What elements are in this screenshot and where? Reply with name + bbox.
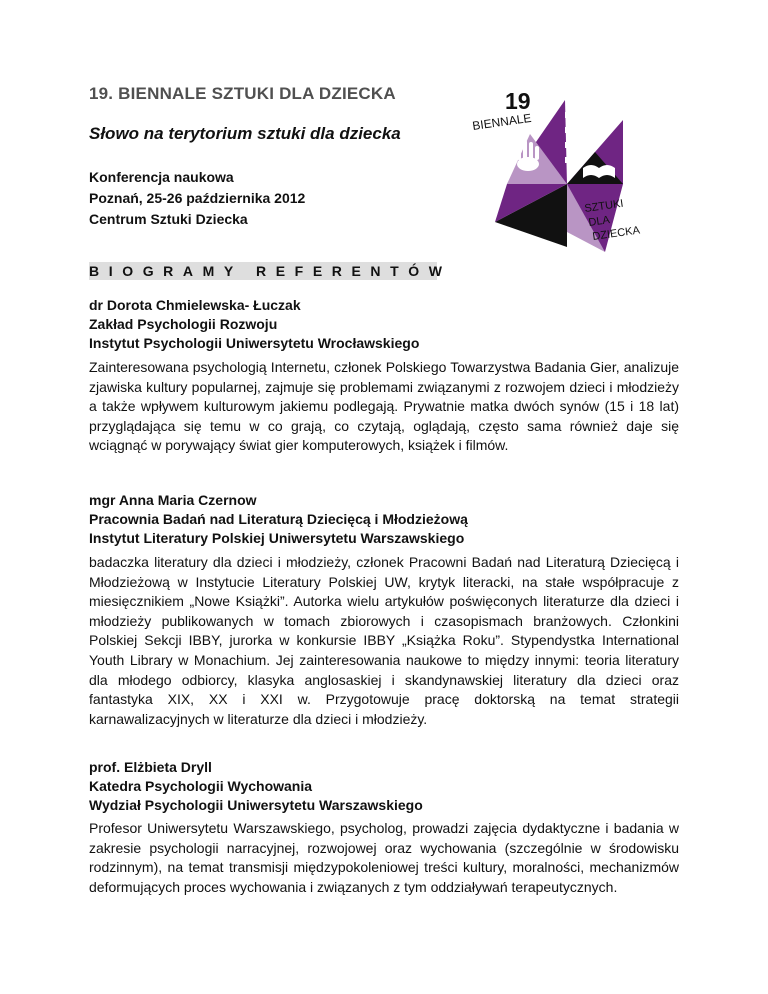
speaker-bio: Zainteresowana psychologią Internetu, członek Polskiego Towarzystwa Badania Gier, analizuje zjawiska kultury popularnej, zajmuje się problemami związanymi z rozwojem dzieci i młodzieży a także wpływem kulturowym jakiemu podlegają. Prywatnie matka dwóch synów (15 i 18 lat) przyglądająca się temu w co grają, co czytają, oglądają, często sama również daje się wciągnąć w porywający świat gier komputerowych, książek i filmów.: [89, 359, 679, 454]
logo-stripe: [565, 142, 571, 148]
conference-place-date: Poznań, 25-26 października 2012: [89, 190, 306, 206]
logo-stripe: [565, 112, 571, 118]
speaker-bio: Profesor Uniwersytetu Warszawskiego, psycholog, prowadzi zajęcia dydaktyczne i badania w zakresie psychologii narracyjnej, rozwojowej oraz wychowania (szczególnie w środowisku rodzinnym), na temat transmisji międzypokoleniowej treści kultury, moralności, mechanizmów deformujących proces wychowania i związanych z tym oddziaływań terapeutycznych.: [89, 820, 679, 895]
biennale-logo: [455, 72, 665, 257]
event-title: 19. BIENNALE SZTUKI DLA DZIECKA: [89, 84, 396, 103]
speaker-header: [89, 491, 468, 548]
conference-info: [89, 167, 305, 230]
speaker-header: [89, 758, 423, 815]
speaker-bio: badaczka literatury dla dzieci i młodzieży, członek Pracowni Badań nad Literaturą Dziecięcą i Młodzieżową w Instytucie Literatury Polskiej UW, krytyk literacki, na stałe współpracuje z miesięcznikiem „Nowe Książki”. Autorka wielu artykułów poświęconych literaturze dla dzieci i młodzieży publikowanych w tomach zbiorowych i czasopismach branżowych. Członkini Polskiej Sekcji IBBY, jurorka w konkursie IBBY „Książka Roku”. Stypendystka International Youth Library w Monachium. Jej zainteresowania naukowe to między innymi: teoria literatury dla młodego odbiorcy, klasyka anglosaskiej i skandynawskiej literatury dla dzieci oraz fantastyka XIX, XX i XXI w. Przygotowuje pracę doktorską na temat strategii karnawalizacyjnych w literaturze dla dzieci i młodzieży.: [89, 554, 679, 727]
speaker-affiliation: Instytut Psychologii Uniwersytetu Wrocławskiego: [89, 335, 420, 351]
speaker-affiliation: Pracownia Badań nad Literaturą Dziecięcą i Młodzieżową: [89, 511, 468, 527]
conference-venue: Centrum Sztuki Dziecka: [89, 211, 248, 227]
speaker-name: mgr Anna Maria Czernow: [89, 492, 257, 508]
speaker-affiliation: Zakład Psychologii Rozwoju: [89, 316, 278, 332]
speaker-affiliation: Instytut Literatury Polskiej Uniwersytetu Warszawskiego: [89, 530, 465, 546]
logo-number: 19: [505, 88, 531, 114]
logo-stripe: [565, 157, 571, 163]
speaker-affiliation: Wydział Psychologii Uniwersytetu Warszawskiego: [89, 797, 423, 813]
logo-stripe: [565, 127, 571, 133]
logo-bottom-line-2: DLA: [587, 214, 611, 229]
logo-bottom-line-3: DZIECKA: [591, 224, 641, 243]
speaker-name: dr Dorota Chmielewska- Łuczak: [89, 297, 301, 313]
speaker-affiliation: Katedra Psychologii Wychowania: [89, 778, 313, 794]
logo-top-word: BIENNALE: [471, 110, 533, 133]
section-title: BIOGRAMY REFERENTÓW: [89, 263, 452, 279]
conference-subtitle: Słowo na terytorium sztuki dla dziecka: [89, 124, 401, 143]
logo-bottom-line-1: SZTUKI: [583, 197, 625, 215]
speaker-header: [89, 296, 419, 353]
conference-type: Konferencja naukowa: [89, 169, 234, 185]
speaker-name: prof. Elżbieta Dryll: [89, 759, 212, 775]
